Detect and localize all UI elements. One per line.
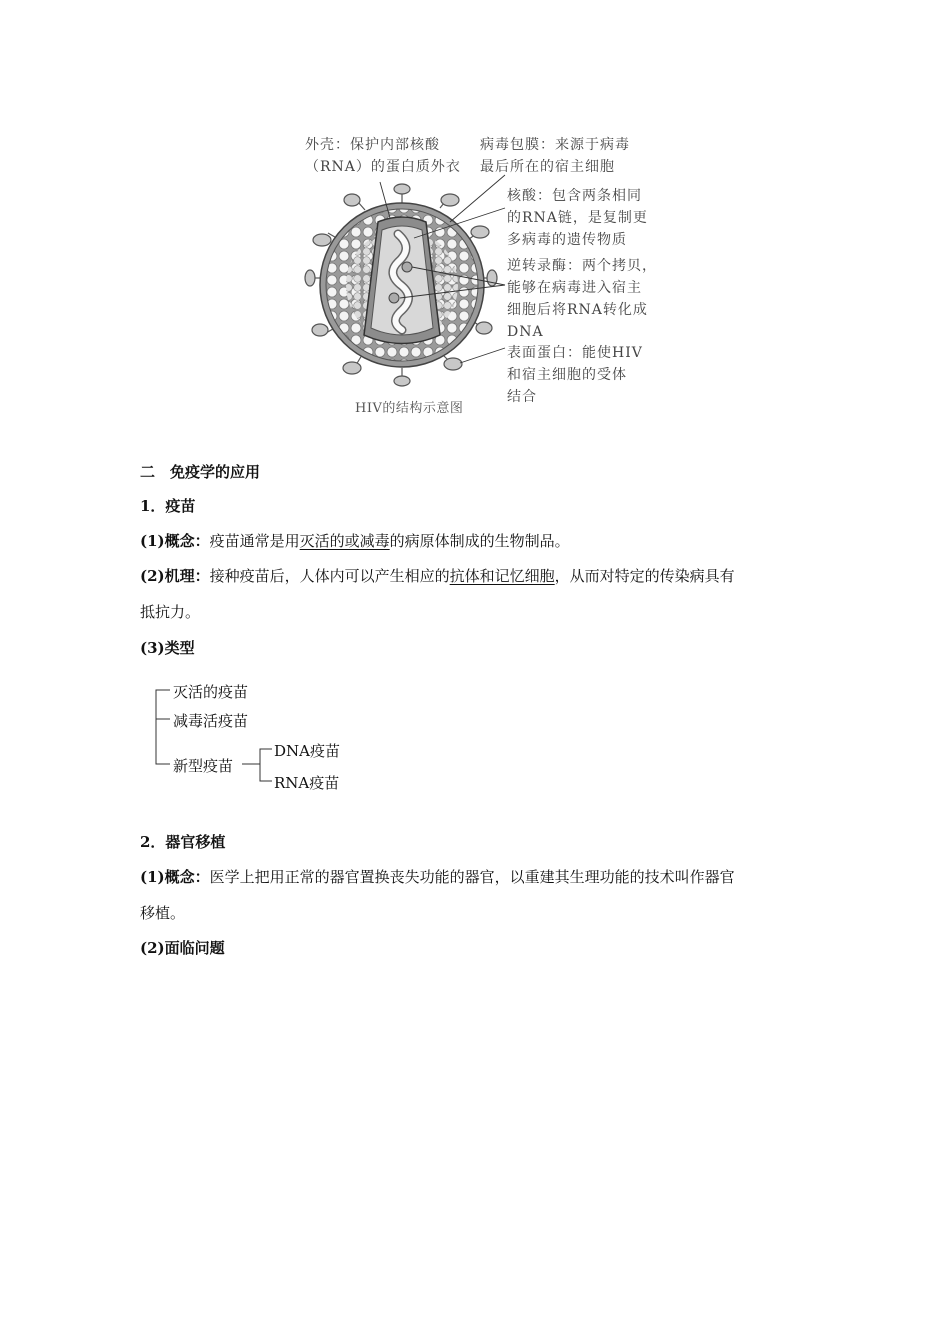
- transplant-concept-line2: 移植。: [140, 904, 186, 922]
- vaccine-concept: (1)概念：疫苗通常是用灭活的或减毒的病原体制成的生物制品。: [140, 532, 570, 550]
- transplant-title: 2．器官移植: [140, 833, 226, 851]
- label-reverse-transcriptase: 逆转录酶：两个拷贝， 能够在病毒进入宿主 细胞后将RNA转化成 DNA: [507, 258, 657, 340]
- transplant-concept: (1)概念：医学上把用正常的器官置换丧失功能的器官，以重建其生理功能的技术叫作器官: [140, 868, 735, 886]
- transplant-problems: (2)面临问题: [140, 939, 225, 957]
- type-rna-vaccine: RNA疫苗: [274, 774, 340, 792]
- type-new: 新型疫苗: [173, 757, 234, 775]
- type-inactivated: 灭活的疫苗: [173, 683, 249, 701]
- vaccine-types-title: (3)类型: [140, 639, 195, 657]
- vaccine-mechanism: (2)机理：接种疫苗后，人体内可以产生相应的抗体和记忆细胞，从而对特定的传染病具有: [140, 567, 735, 585]
- label-nucleic-acid: 核酸：包含两条相同 的RNA链，是复制更 多病毒的遗传物质: [507, 188, 648, 248]
- section-heading: 二 免疫学的应用: [140, 463, 261, 481]
- vaccine-title: 1．疫苗: [140, 497, 196, 515]
- label-capsid: 外壳：保护内部核酸 （RNA）的蛋白质外衣: [305, 137, 461, 175]
- label-envelope: 病毒包膜：来源于病毒 最后所在的宿主细胞: [480, 137, 630, 175]
- figure-caption: HIV的结构示意图: [355, 401, 464, 416]
- label-surface-protein: 表面蛋白：能使HIV 和宿主细胞的受体 结合: [507, 345, 643, 405]
- type-attenuated: 减毒活疫苗: [173, 712, 249, 730]
- vaccine-mechanism-line2: 抵抗力。: [140, 603, 201, 621]
- type-dna-vaccine: DNA疫苗: [274, 742, 340, 760]
